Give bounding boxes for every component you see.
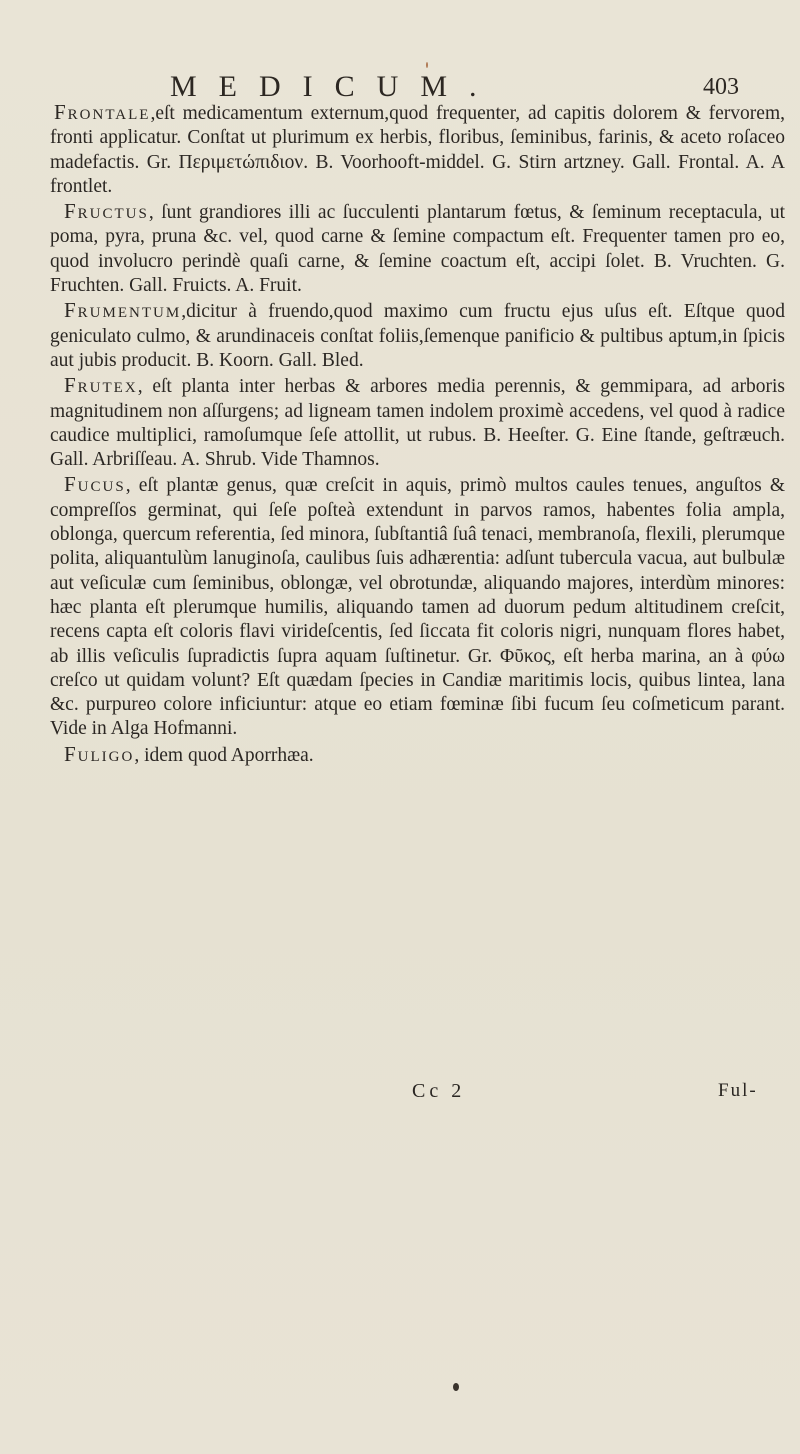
entry-text: ,dicitur à fruendo,quod maximo cum fructu ejus uſus eſt. Eſtque quod geniculato culmo, & arundinaceis conſtat foliis,ſemenque panificio & pultibus aptum,in ſpicis aut jubis producit. B. Koorn. Gall. Bled. bbox=[50, 301, 785, 371]
dictionary-entry bbox=[50, 373, 785, 472]
page-number: 403 bbox=[703, 74, 739, 100]
entry-text: , ſunt grandiores illi ac ſucculenti plantarum fœtus, & ſeminum receptacula, ut poma, pyra, pruna &c. vel, quod carne & ſemine compactum eſt. Frequenter tamen pro eo, quod involucro perindè quaſi carne, & ſemine coactum eſt, accipi ſolet. B. Vruchten. G. Fruchten. Gall. Fruicts. A. Fruit. bbox=[50, 202, 785, 297]
dictionary-entry bbox=[50, 742, 785, 768]
ink-speck bbox=[453, 1383, 459, 1391]
dictionary-text bbox=[50, 100, 785, 768]
entry-headword: Frumentum bbox=[64, 298, 182, 323]
dictionary-entry bbox=[50, 199, 785, 298]
entry-text: , idem quod Aporrhæa. bbox=[134, 744, 314, 766]
running-title: MEDICUM. bbox=[170, 70, 499, 103]
entry-headword: Frutex bbox=[64, 373, 138, 398]
entry-headword: Fructus bbox=[64, 199, 149, 224]
dictionary-entry bbox=[50, 472, 785, 741]
entry-headword: Frontale bbox=[54, 100, 151, 124]
entry-text: , eſt planta inter herbas & arbores media perennis, & gemmipara, ad arboris magnitudinem non aſſurgens; ad ligneam tamen indolem proximè accedens, vel quod à radice caudice multiplici, ramoſumque ſeſe attollit, ut rubus. B. Heeſter. G. Eine ſtande, geſtræuch. Gall. Arbriſſeau. A. Shrub. Vide Thamnos. bbox=[50, 376, 785, 471]
printer-signature: Cc 2 bbox=[412, 1080, 466, 1102]
entry-headword: Fucus bbox=[64, 472, 126, 497]
entry-text: ,eſt medicamentum externum,quod frequenter, ad capitis dolorem & fervorem, fronti applicatur. Conſtat ut plurimum ex herbis, floribus, ſeminibus, farinis, & aceto roſaceo madefactis. Gr. Περιμετώπιδιον. B. Voorhooft-middel. G. Stirn artzney. Gall. Frontal. A. A frontlet. bbox=[50, 103, 785, 197]
dictionary-entry bbox=[50, 298, 785, 373]
page-footer bbox=[0, 1080, 800, 1110]
ink-speck bbox=[426, 62, 428, 68]
catchword: Ful- bbox=[718, 1080, 758, 1101]
entry-headword: Fuligo bbox=[64, 741, 135, 766]
dictionary-entry bbox=[50, 100, 785, 199]
entry-text: , eſt plantæ genus, quæ creſcit in aquis, primò multos caules tenues, anguſtos & compreſſos germinat, qui ſeſe poſteà extendunt in parvos ramos, habentes folia ampla, oblonga, quercum referentia, ſed minora, ſubſtantiâ ſuâ tenaci, membranoſa, flexili, plerumque polita, aliquantulùm lanuginoſa, caulibus ſuis adhærentia: adſunt tubercula vacua, aut bulbulæ aut veſiculæ cum ſeminibus, oblongæ, vel obrotundæ, aliquando majores, interdùm minores: hæc planta eſt plerumque humilis, aliquando tamen ad duorum pedum altitudinem creſcit, recens capta eſt coloris flavi virideſcentis, ſed ſiccata fit coloris nigri, nunquam flores habet, ab illis veſiculis ſupradictis ſupra aquam ſuſtinetur. Gr. Φῦκος, eſt herba marina, an à φύω creſco ut quidam volunt? Eſt quædam ſpecies in Candiæ maritimis locis, quibus lintea, lana &c. purpureo colore inficiuntur: atque eo etiam fœminæ ſibi fucum ſeu coſmeticum parant. Vide in Alga Hofmanni. bbox=[50, 475, 785, 740]
